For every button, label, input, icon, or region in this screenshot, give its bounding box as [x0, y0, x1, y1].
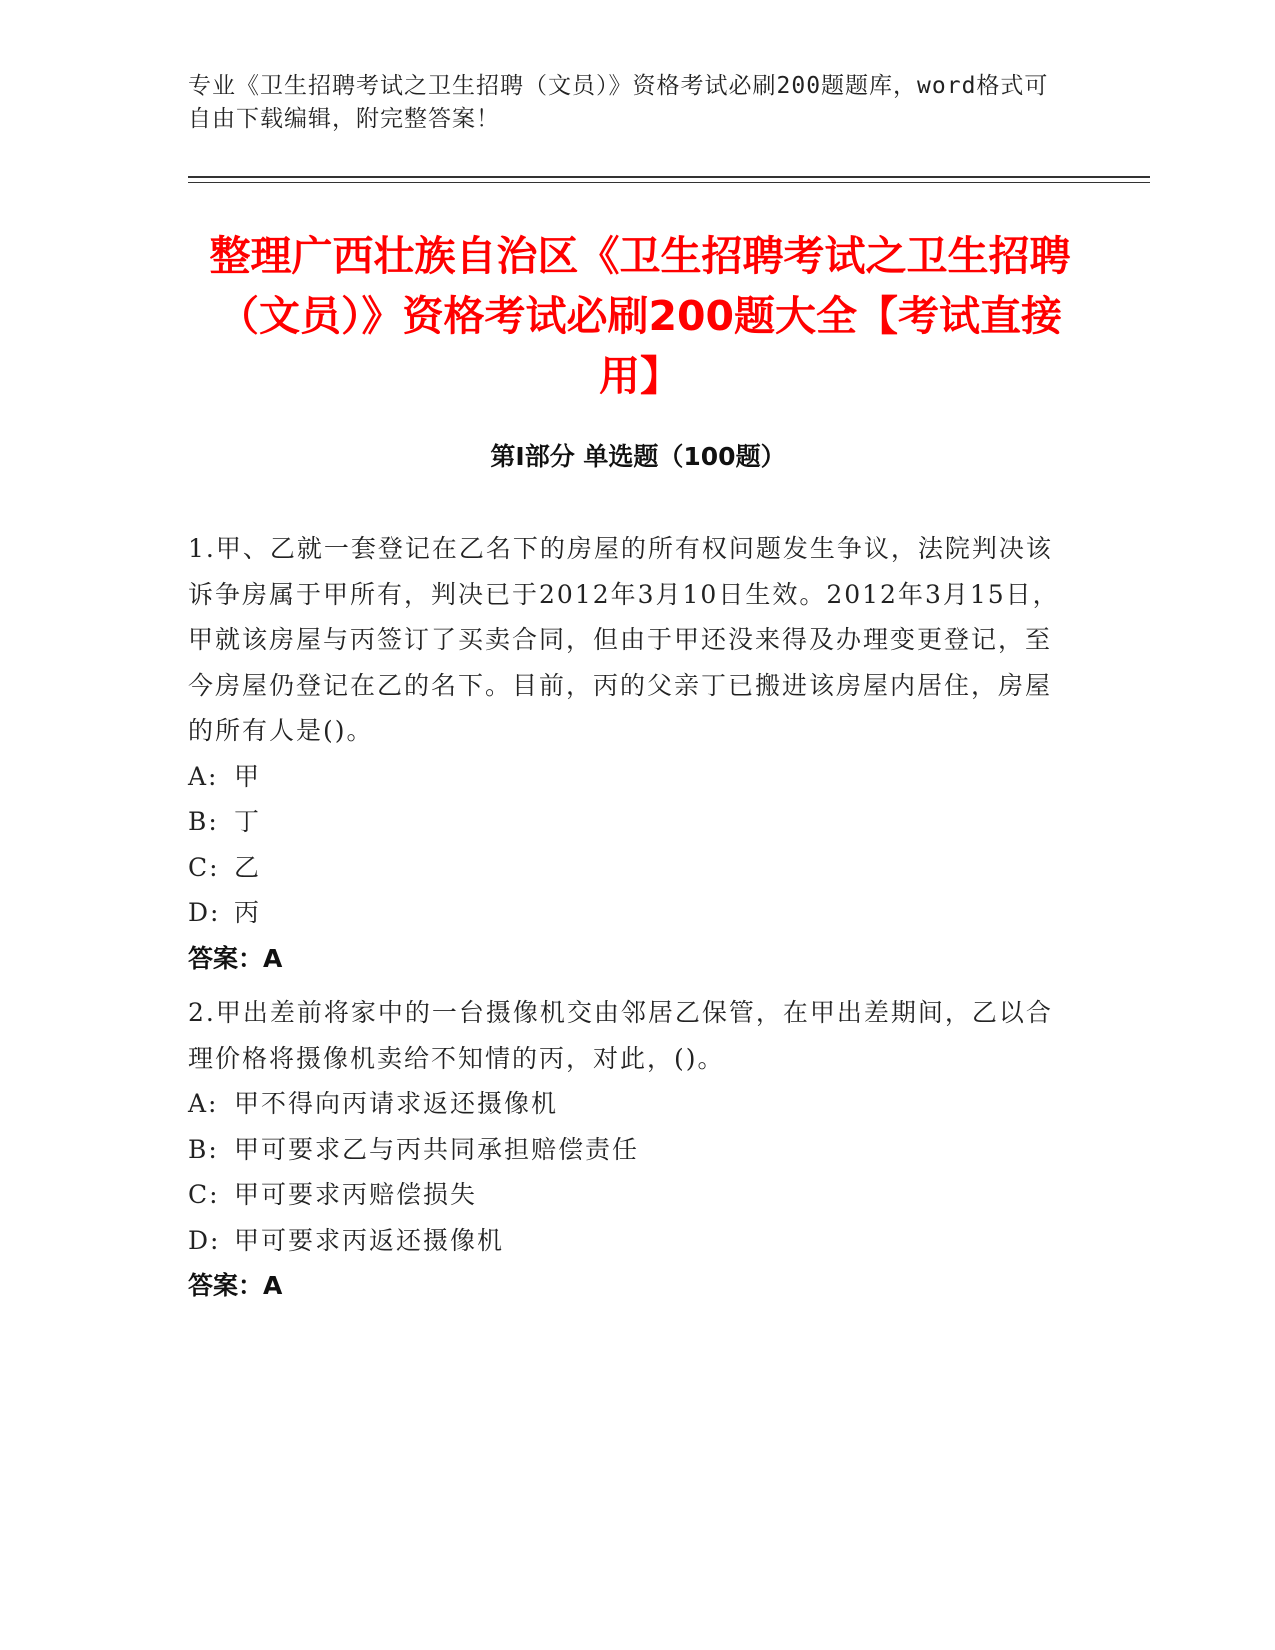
- option-letter: A:: [188, 761, 219, 791]
- question-number: 2.: [188, 998, 216, 1027]
- option-b: [188, 1127, 1078, 1173]
- question-text: 甲出差前将家中的一台摄像机交由邻居乙保管，在甲出差期间，乙以合理价格将摄像机卖给不知情的丙，对此，()。: [188, 998, 1053, 1073]
- document-title: 整理广西壮族自治区《卫生招聘考试之卫生招聘（文员）》资格考试必刷200题大全【考试直接用】: [209, 232, 1071, 400]
- option-text: 丁: [234, 807, 262, 836]
- question-1: [188, 526, 1078, 981]
- option-a: [188, 1081, 1078, 1127]
- option-letter: D:: [188, 1225, 221, 1255]
- option-text: 甲可要求乙与丙共同承担赔偿责任: [234, 1134, 640, 1164]
- header-note: 专业《卫生招聘考试之卫生招聘（文员）》资格考试必刷200题题库，word格式可自由下载编辑，附完整答案！: [188, 73, 1049, 132]
- header-divider-thin: [188, 182, 1150, 183]
- option-a: [188, 754, 1078, 800]
- option-letter: B:: [188, 807, 219, 836]
- answer-line: 答案：A: [188, 943, 283, 973]
- question-2: [188, 990, 1078, 1309]
- option-text: 甲可要求丙赔偿损失: [234, 1180, 478, 1209]
- option-c: [188, 1172, 1078, 1218]
- option-letter: A:: [188, 1089, 219, 1118]
- answer-line: 答案：A: [188, 1271, 283, 1300]
- option-text: 甲: [234, 761, 262, 791]
- option-text: 乙: [234, 852, 262, 882]
- section-heading: 第Ⅰ部分 单选题（100题）: [490, 442, 786, 471]
- option-text: 甲可要求丙返还摄像机: [234, 1225, 505, 1255]
- option-letter: C:: [188, 852, 220, 882]
- question-number: 1.: [188, 534, 216, 563]
- option-letter: B:: [188, 1134, 219, 1164]
- option-d: [188, 1218, 1078, 1264]
- option-b: [188, 799, 1078, 845]
- header-divider-thick: [188, 176, 1150, 178]
- option-text: 甲不得向丙请求返还摄像机: [234, 1089, 559, 1118]
- option-c: [188, 845, 1078, 891]
- question-text: 甲、乙就一套登记在乙名下的房屋的所有权问题发生争议，法院判决该诉争房属于甲所有，判决已于2012年3月10日生效。2012年3月15日，甲就该房屋与丙签订了买卖合同，但由于甲还没来得及办理变更登记，至今房屋仍登记在乙的名下。目前，丙的父亲丁已搬进该房屋内居住，房屋的所有人是()。: [188, 534, 1060, 745]
- option-text: 丙: [234, 898, 262, 927]
- option-d: [188, 890, 1078, 936]
- option-letter: C:: [188, 1180, 220, 1209]
- question-stem: [188, 990, 1078, 1081]
- question-stem: [188, 526, 1078, 754]
- option-letter: D:: [188, 898, 221, 927]
